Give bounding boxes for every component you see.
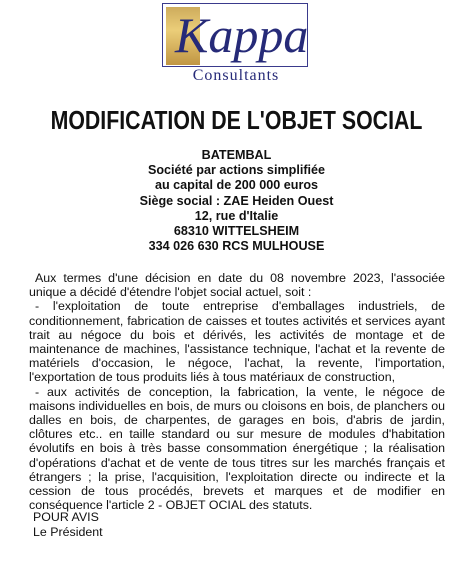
signature-line-2: Le Président <box>33 525 103 539</box>
signature-block <box>33 510 103 540</box>
logo-subtitle: Consultants <box>192 67 280 84</box>
notice-body <box>29 271 445 512</box>
notice-intro: Aux termes d'une décision en date du 08 novembre 2023, l'associée unique a décidé d'étendre l'objet social actuel, soit : <box>29 271 445 300</box>
company-city: 68310 WITTELSHEIM <box>173 224 300 239</box>
company-street: 12, rue d'Italie <box>194 208 279 223</box>
kappa-logo <box>162 3 310 87</box>
logo-frame <box>162 3 308 67</box>
company-name: BATEMBAL <box>201 148 272 162</box>
notice-item-2: - aux activités de conception, la fabrication, la vente, le négoce de maisons individuelles en bois, de murs ou cloisons en bois, de planchers ou dalles en bois, de charpentes, de garages en bois, d'abris de jardin, clôtures etc.. en taille standard ou sur mesure de modules d'habitation évolutifs en bois à très basse consommation énergétique ; la réalisation d'opérations d'achat et de vente de tous titres sur les marchés français et étrangers ; la prise, l'acquisition, l'exploitation directe ou indirecte et la cession de tous procédés, brevets et marques et de modifier en conséquence l'article 2 - OBJET OCIAL des statuts. <box>29 384 446 513</box>
logo-wordmark: Kappa <box>175 7 309 63</box>
company-capital: au capital de 200 000 euros <box>154 178 319 193</box>
page-title: MODIFICATION DE L'OBJET SOCIAL <box>50 105 423 135</box>
notice-item-1: - l'exploitation de toute entreprise d'emballages industriels, de conditionnement, fabrication de caisses et toutes activités et services ayant trait au négoce du bois et dérivés, les activités de montage et de maintenance de machines, l'assistance technique, l'achat et la revente de matériels d'occasion, le négoce, l'achat, la revente, l'importation, l'exportation de tous produits liés à tous matériaux de construction, <box>29 299 445 385</box>
company-block <box>0 148 473 254</box>
signature-line-1: POUR AVIS <box>33 510 99 524</box>
company-form: Société par actions simplifiée <box>147 163 326 178</box>
company-rcs: 334 026 630 RCS MULHOUSE <box>148 239 325 254</box>
company-seat: Siège social : ZAE Heiden Ouest <box>139 193 334 208</box>
